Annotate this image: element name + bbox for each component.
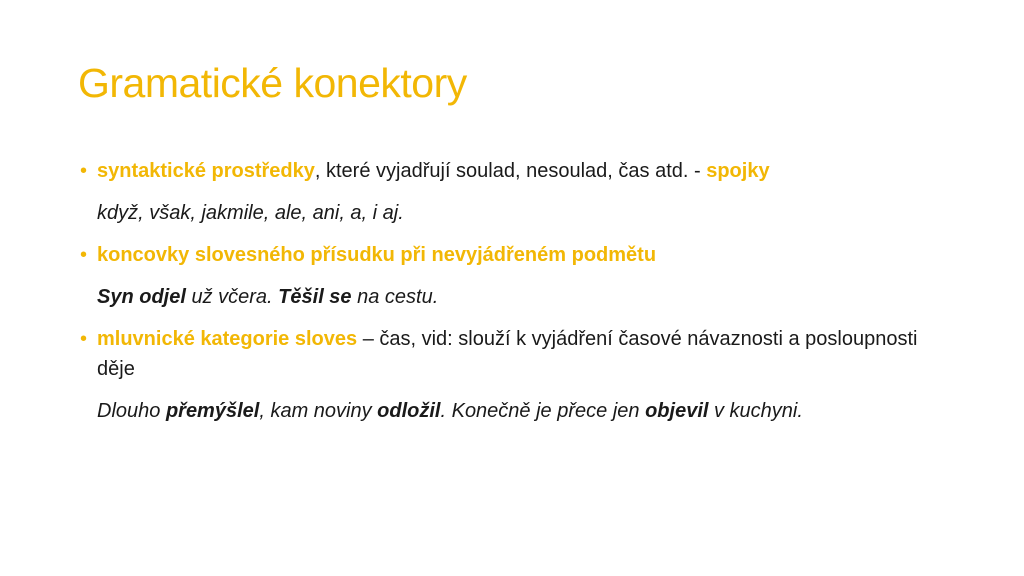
example3-part4: odložil — [377, 400, 441, 422]
slide-content — [78, 156, 948, 426]
example3-part5: . Konečně je přece jen — [440, 400, 646, 422]
example2-part3: Těšil se — [278, 286, 352, 308]
example3-part7: v kuchyni. — [708, 400, 803, 422]
bullet3-text: – čas, vid: slouží k vyjádření časové návaznosti a posloupnosti děje — [97, 328, 918, 380]
bullet-verb-categories — [78, 324, 948, 384]
bullet-dot-icon: • — [80, 328, 88, 350]
example-verb-categories — [78, 396, 948, 426]
example3-part2: přemýšlel — [165, 400, 260, 422]
bullet-dot-icon: • — [80, 244, 88, 266]
term-verb-endings: koncovky slovesného přísudku při nevyjádřeném podmětu — [97, 244, 657, 266]
example-conjunctions: když, však, jakmile, ale, ani, a, i aj. — [97, 202, 404, 224]
example3-part1: Dlouho — [97, 400, 166, 422]
bullet1-text: , které vyjadřují soulad, nesoulad, čas atd. - — [314, 160, 707, 182]
bullet-verb-endings — [78, 240, 948, 270]
term-conjunctions: spojky — [706, 160, 770, 182]
example3-part6: objevil — [645, 400, 709, 422]
example2-part4: na cestu. — [351, 286, 439, 308]
bullet-syntactic-means — [78, 156, 948, 186]
example2-part1: Syn odjel — [97, 286, 186, 308]
bullet-dot-icon: • — [80, 160, 88, 182]
term-syntactic-means: syntaktické prostředky — [97, 160, 315, 182]
term-verb-categories: mluvnické kategorie sloves — [97, 328, 358, 350]
slide-title: Gramatické konektory — [78, 60, 467, 106]
example2-part2: už včera. — [185, 286, 279, 308]
example3-part3: , kam noviny — [259, 400, 378, 422]
example-verb-endings — [78, 282, 948, 312]
